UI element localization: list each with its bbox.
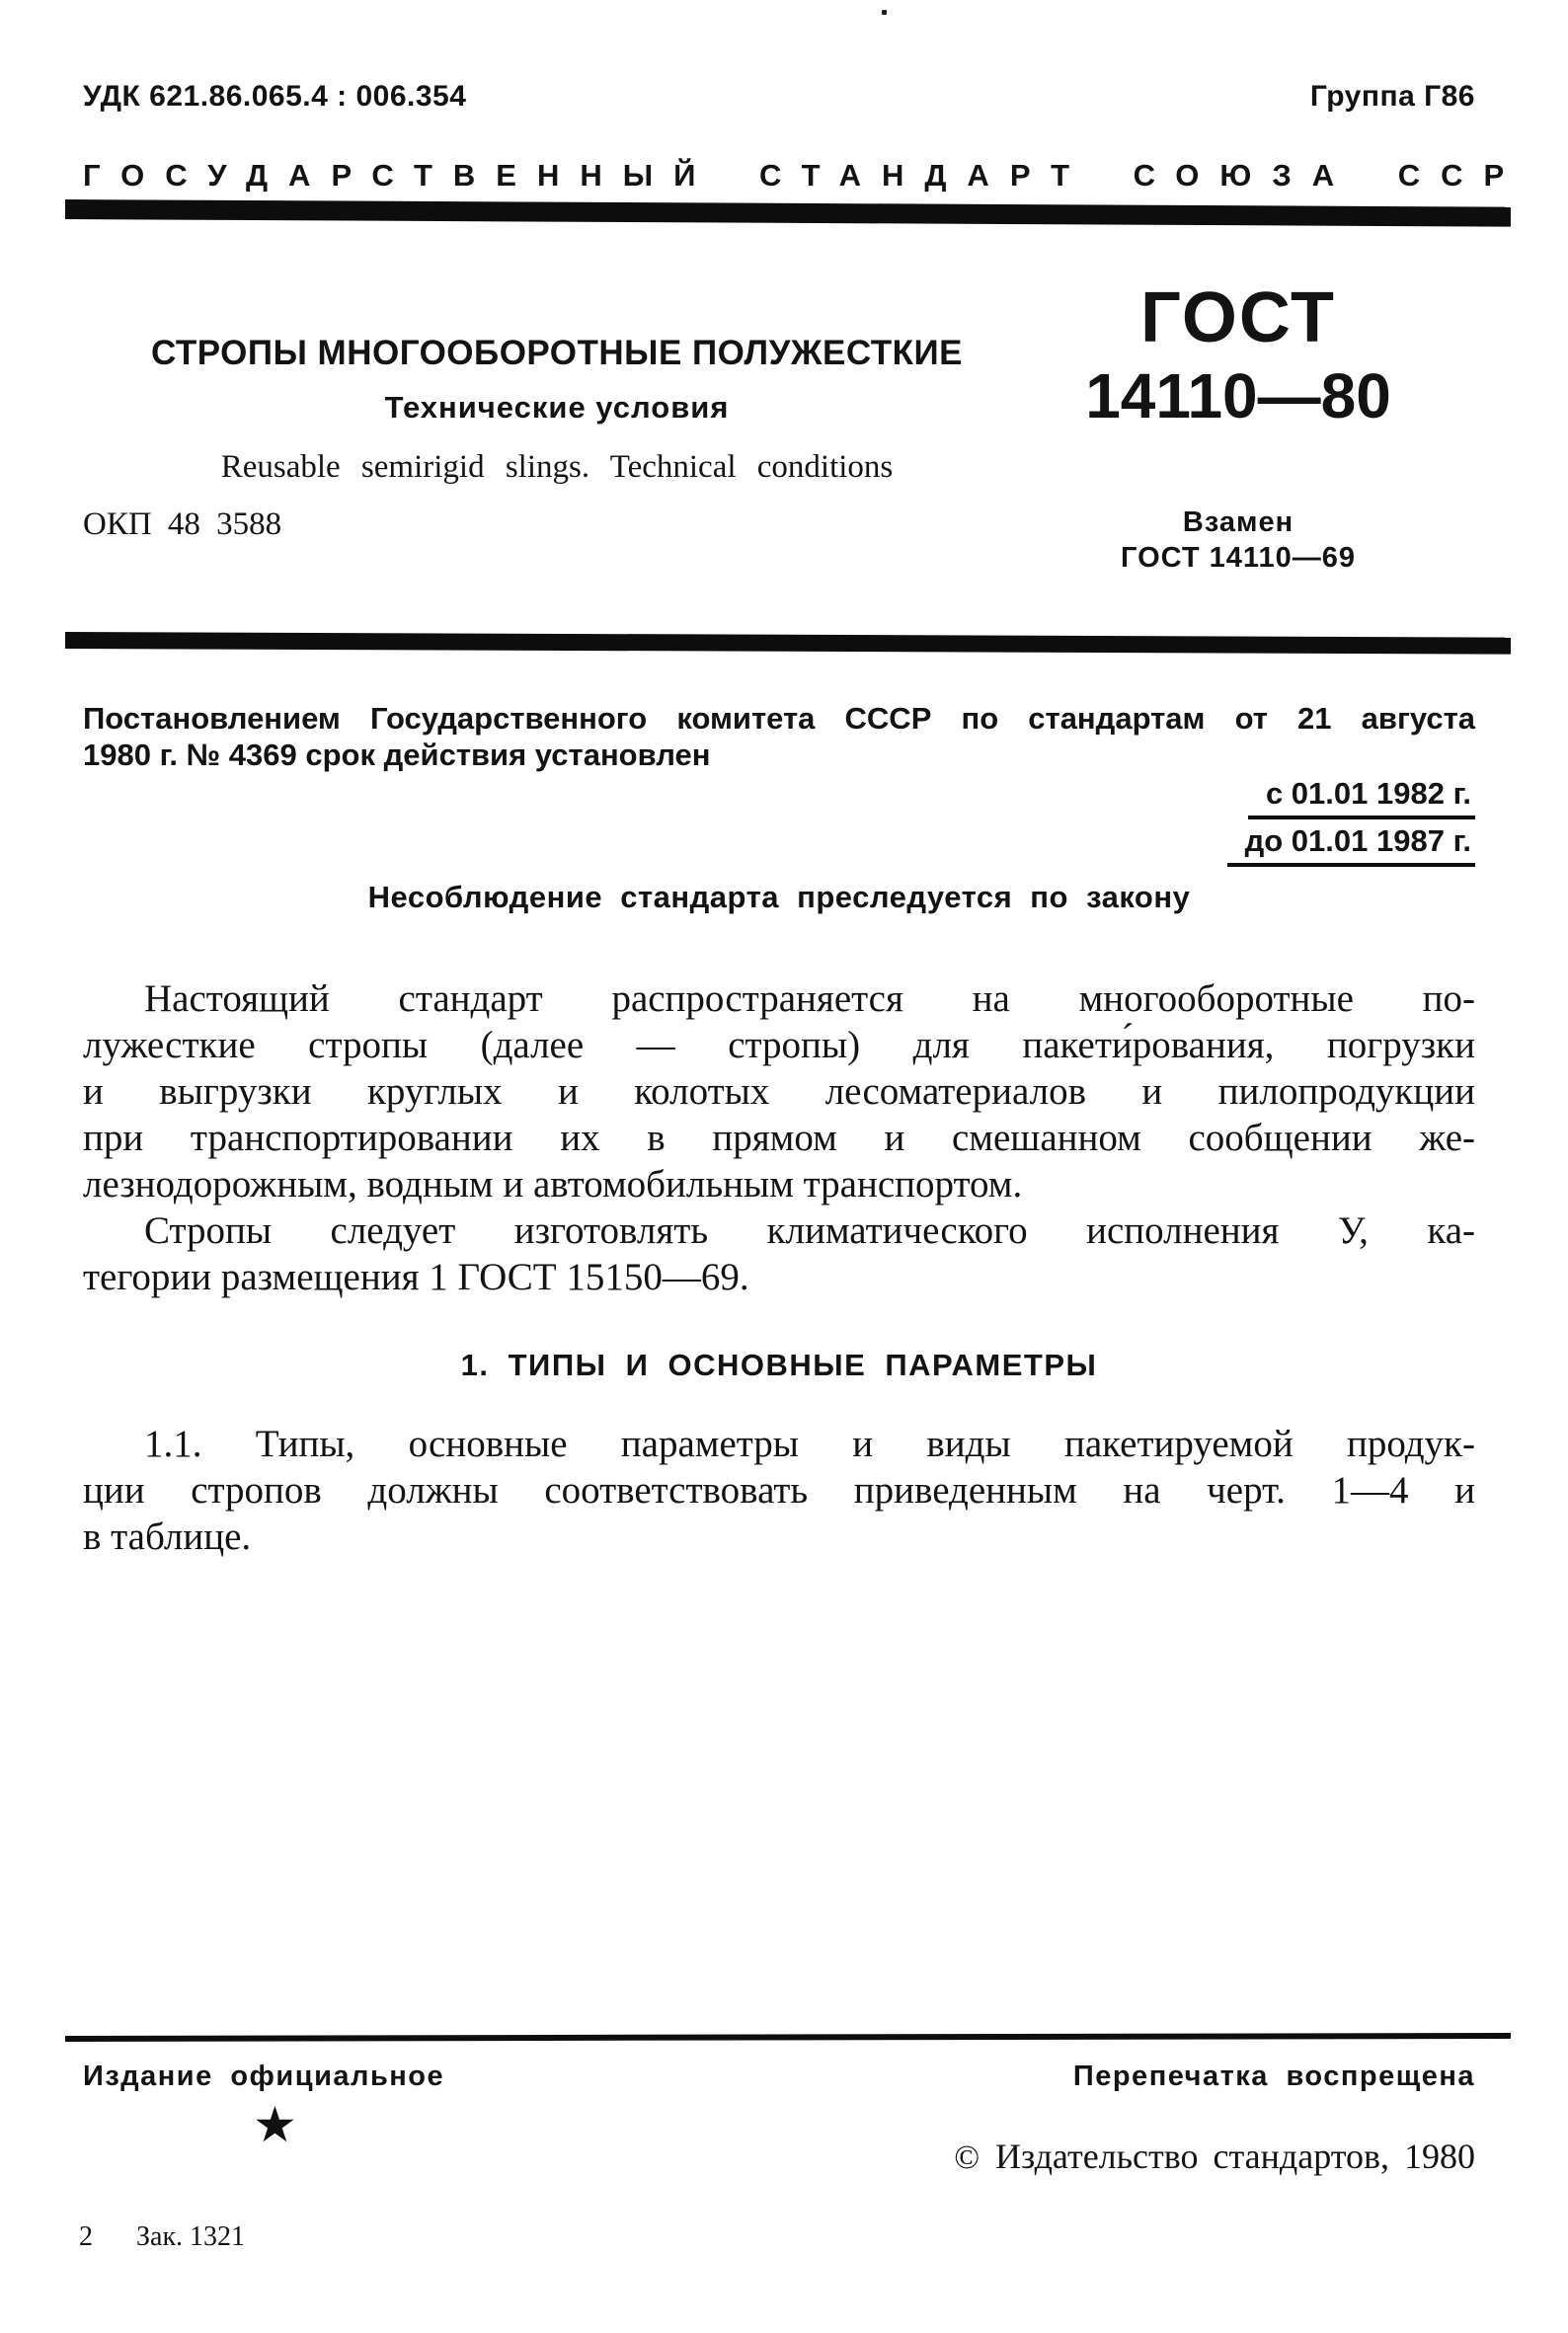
body-line: Стропы следует изготовлять климатического исполнения У, ка-: [144, 1209, 1475, 1252]
copyright-icon: ©: [954, 2139, 980, 2176]
valid-until-date: до 01.01 1987 г.: [1227, 826, 1475, 867]
order-number: Зак. 1321: [136, 2221, 246, 2252]
body-line: и выгрузки круглых и колотых лесоматериалов и пилопродукции: [83, 1070, 1475, 1113]
replaces-number: ГОСТ 14110—69: [1121, 542, 1356, 574]
page-footer: [65, 2036, 1511, 2252]
scope-paragraph-1: [83, 975, 1475, 1207]
body-line: в таблице.: [83, 1516, 252, 1558]
decree-line: 1980 г. № 4369 срок действия установлен: [83, 738, 711, 772]
body-line: при транспортировании их в прямом и смешанном сообщении же-: [83, 1117, 1475, 1159]
title-row: [83, 280, 1475, 575]
okp-code: ОКП 48 3588: [83, 506, 282, 542]
divider-bar-footer: [65, 2033, 1511, 2042]
body-line: лезнодорожным, водным и автомобильным транспортом.: [83, 1163, 1023, 1205]
standard-designation: [1046, 280, 1431, 575]
body-line: Настоящий стандарт распространяется на многооборотные по-: [144, 977, 1475, 1020]
decree-paragraph: [83, 700, 1475, 773]
imprint-row: [79, 2221, 245, 2253]
divider-bar-middle: [65, 632, 1511, 655]
title-block: [83, 280, 1031, 543]
header-row: [65, 0, 1511, 113]
publisher-name: Издательство стандартов, 1980: [995, 2137, 1475, 2176]
section-1-heading: 1. ТИПЫ И ОСНОВНЫЕ ПАРАМЕТРЫ: [460, 1348, 1098, 1382]
reprint-notice: Перепечатка воспрещена: [1072, 2061, 1475, 2092]
divider-bar-top: [65, 199, 1511, 227]
valid-from-date: с 01.01 1982 г.: [1248, 779, 1475, 819]
standard-title-ru: СТРОПЫ МНОГООБОРОТНЫЕ ПОЛУЖЕСТКИЕ: [151, 334, 963, 372]
body-line: тегории размещения 1 ГОСТ 15150—69.: [83, 1256, 749, 1298]
decree-line: Постановлением Государственного комитета СССР по стандартам от 21 августа: [83, 701, 1475, 736]
org-title: ГОСУДАРСТВЕННЫЙ СТАНДАРТ СОЮЗА ССР: [83, 158, 1526, 193]
body-line: лужесткие стропы (далее — стропы) для пакети́рования, погрузки: [83, 1024, 1475, 1066]
gost-label: ГОСТ: [1139, 278, 1337, 357]
copyright-line: [954, 2137, 1475, 2178]
standard-subtitle-ru: Технические условия: [384, 390, 730, 425]
star-icon: ★: [253, 2097, 297, 2152]
standard-title-en: Reusable semirigid slings. Technical conditions: [220, 449, 894, 485]
official-edition-label: Издание официальное: [83, 2061, 445, 2092]
scan-artifact-dot: [882, 10, 887, 15]
enforcement-notice: Несоблюдение стандарта преследуется по закону: [367, 880, 1191, 914]
body-line: 1.1. Типы, основные параметры и виды пакетируемой продук-: [144, 1423, 1475, 1465]
gost-number: 14110—80: [1085, 360, 1391, 431]
validity-dates: [83, 776, 1475, 867]
footer-middle-row: [83, 2099, 1475, 2178]
replaces-label: Взамен: [1182, 506, 1294, 538]
group-code: Группа Г86: [1309, 80, 1475, 113]
scope-paragraph-2: [83, 1207, 1475, 1300]
body-line: ции стропов должны соответствовать приведенным на черт. 1—4 и: [83, 1469, 1475, 1512]
clause-1-1: [83, 1421, 1475, 1560]
footer-labels-row: [83, 2060, 1475, 2093]
udk-code: УДК 621.86.065.4 : 006.354: [83, 80, 467, 113]
page-number: 2: [79, 2221, 93, 2252]
